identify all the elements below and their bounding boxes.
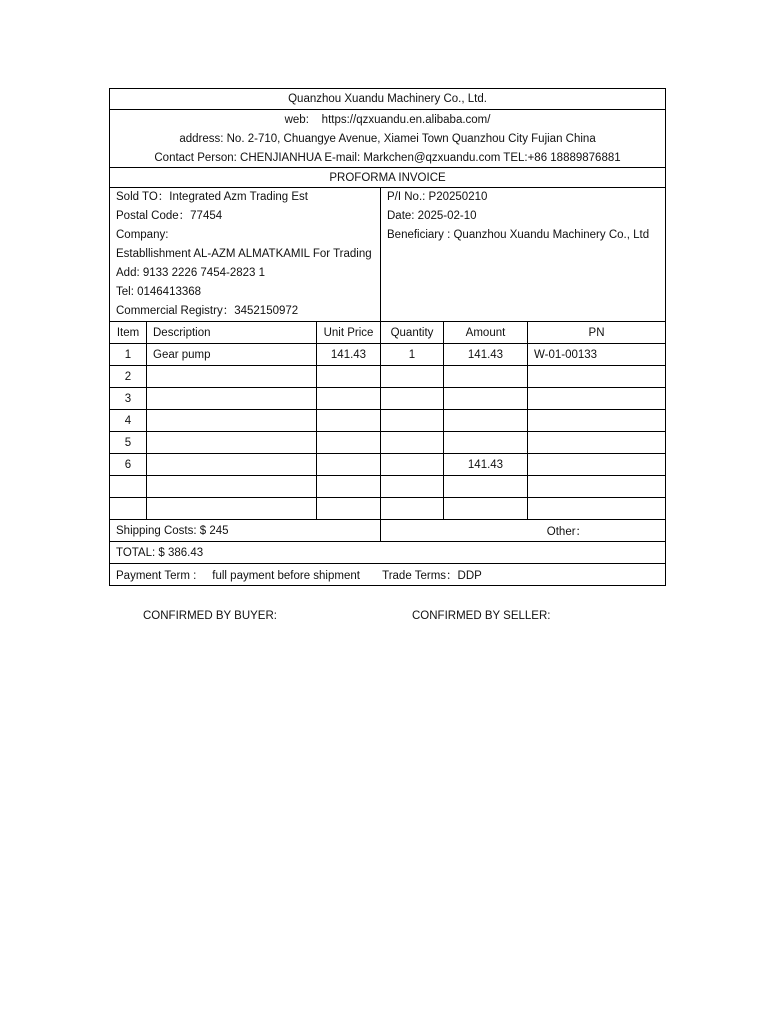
col-header-quantity: Quantity <box>381 322 444 344</box>
col-header-description: Description <box>147 322 317 344</box>
cell-item: 6 <box>110 454 147 476</box>
cell-amount <box>444 432 528 454</box>
cell-quantity <box>381 366 444 388</box>
cell-quantity <box>381 498 444 520</box>
cell-amount <box>444 388 528 410</box>
invoice-info <box>381 188 666 322</box>
table-row <box>110 366 666 388</box>
buyer-postal-code: Postal Code：77454 <box>116 210 223 222</box>
invoice-table <box>109 88 666 586</box>
cell-description <box>147 432 317 454</box>
col-header-item: Item <box>110 322 147 344</box>
cell-item <box>110 498 147 520</box>
cell-pn <box>528 410 666 432</box>
table-row <box>110 454 666 476</box>
cell-quantity <box>381 454 444 476</box>
cell-unit-price <box>317 366 381 388</box>
col-header-pn: PN <box>528 322 666 344</box>
cell-pn <box>528 454 666 476</box>
cell-description <box>147 388 317 410</box>
cell-description: Gear pump <box>147 344 317 366</box>
buyer-sold-to: Sold TO：Integrated Azm Trading Est <box>116 191 308 203</box>
cell-unit-price <box>317 454 381 476</box>
buyer-info <box>110 188 381 322</box>
cell-item: 3 <box>110 388 147 410</box>
shipping-costs: Shipping Costs: $ 245 <box>110 520 381 542</box>
buyer-commercial-registry: Commercial Registry：3452150972 <box>116 305 299 317</box>
confirmed-by-seller: CONFIRMED BY SELLER: <box>412 610 551 622</box>
buyer-company-label: Company: <box>116 229 169 241</box>
total-amount: TOTAL: $ 386.43 <box>110 542 666 564</box>
cell-description <box>147 454 317 476</box>
company-contact: Contact Person: CHENJIANHUA E-mail: Markchen@qzxuandu.com TEL:+86 18889876881 <box>110 148 666 168</box>
invoice-document <box>109 88 665 586</box>
cell-quantity: 1 <box>381 344 444 366</box>
table-row <box>110 432 666 454</box>
cell-unit-price <box>317 388 381 410</box>
cell-pn <box>528 432 666 454</box>
cell-description <box>147 410 317 432</box>
cell-amount: 141.43 <box>444 344 528 366</box>
cell-pn <box>528 476 666 498</box>
cell-item: 1 <box>110 344 147 366</box>
company-name: Quanzhou Xuandu Machinery Co., Ltd. <box>110 89 666 110</box>
web-label: web: <box>284 113 309 126</box>
cell-unit-price: 141.43 <box>317 344 381 366</box>
cell-description <box>147 476 317 498</box>
buyer-address: Add: 9133 2226 7454-2823 1 <box>116 267 265 279</box>
cell-pn <box>528 366 666 388</box>
other-costs: Other： <box>381 520 666 542</box>
cell-description <box>147 366 317 388</box>
pi-number: P/I No.: P20250210 <box>387 191 488 203</box>
cell-quantity <box>381 388 444 410</box>
cell-amount <box>444 366 528 388</box>
cell-unit-price <box>317 432 381 454</box>
table-row <box>110 344 666 366</box>
confirmed-by-buyer: CONFIRMED BY BUYER: <box>143 610 277 622</box>
col-header-amount: Amount <box>444 322 528 344</box>
cell-description <box>147 498 317 520</box>
cell-amount <box>444 476 528 498</box>
cell-unit-price <box>317 410 381 432</box>
company-address: address: No. 2-710, Chuangye Avenue, Xiamei Town Quanzhou City Fujian China <box>110 129 666 148</box>
cell-item: 5 <box>110 432 147 454</box>
cell-pn <box>528 498 666 520</box>
col-header-unit-price: Unit Price <box>317 322 381 344</box>
company-web <box>110 110 666 130</box>
cell-quantity <box>381 432 444 454</box>
cell-amount: 141.43 <box>444 454 528 476</box>
cell-unit-price <box>317 498 381 520</box>
table-header-row <box>110 322 666 344</box>
cell-item: 2 <box>110 366 147 388</box>
cell-quantity <box>381 410 444 432</box>
cell-amount <box>444 410 528 432</box>
cell-item: 4 <box>110 410 147 432</box>
table-row <box>110 410 666 432</box>
cell-item <box>110 476 147 498</box>
document-title: PROFORMA INVOICE <box>110 168 666 188</box>
invoice-date: Date: 2025-02-10 <box>387 210 477 222</box>
table-row <box>110 498 666 520</box>
buyer-tel: Tel: 0146413368 <box>116 286 202 298</box>
buyer-company-name: Establlishment AL-AZM ALMATKAMIL For Trading <box>116 248 372 260</box>
cell-pn: W-01-00133 <box>528 344 666 366</box>
cell-amount <box>444 498 528 520</box>
table-row <box>110 388 666 410</box>
payment-terms: Payment Term : full payment before shipment Trade Terms：DDP <box>110 564 666 586</box>
cell-unit-price <box>317 476 381 498</box>
table-row <box>110 476 666 498</box>
beneficiary: Beneficiary : Quanzhou Xuandu Machinery Co., Ltd <box>387 229 650 241</box>
cell-pn <box>528 388 666 410</box>
web-link[interactable]: https://qzxuandu.en.alibaba.com/ <box>321 113 491 126</box>
cell-quantity <box>381 476 444 498</box>
